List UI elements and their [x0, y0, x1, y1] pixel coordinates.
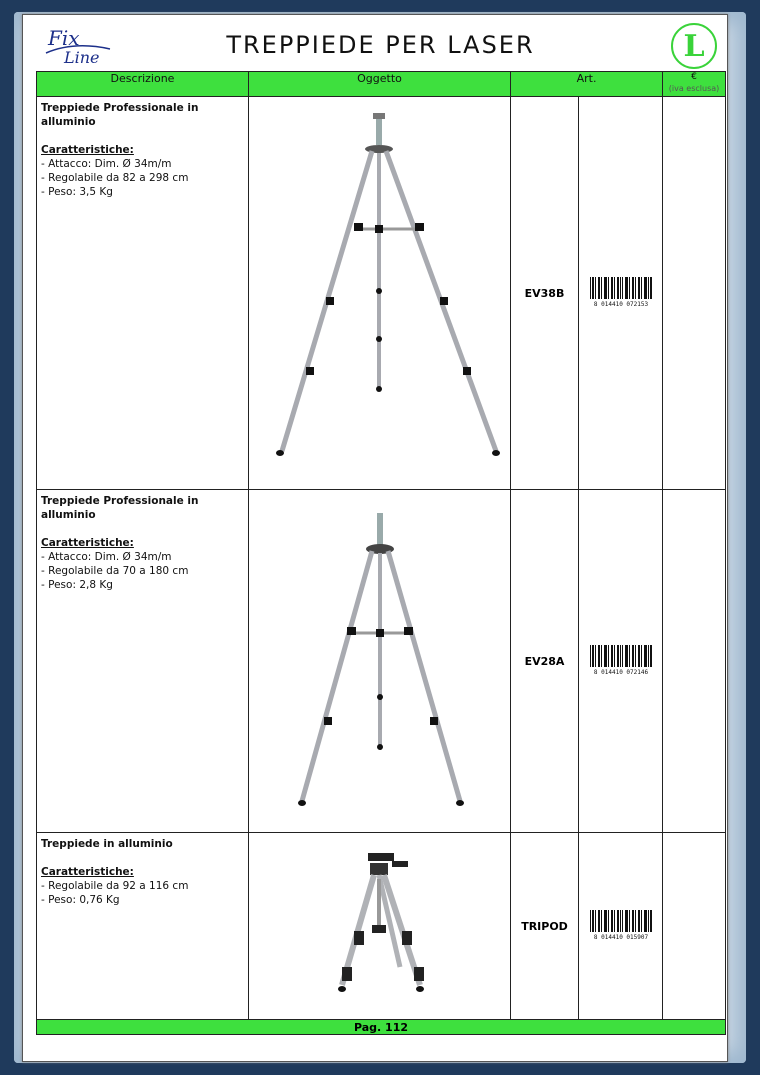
feature-item: - Regolabile da 82 a 298 cm — [41, 172, 189, 184]
tripod-medium-image — [290, 509, 470, 809]
col-price — [663, 72, 726, 97]
product-name: Treppiede in alluminio — [41, 838, 173, 850]
article-code: EV38B — [511, 97, 579, 490]
product-image-cell — [249, 97, 511, 490]
price-symbol: € — [691, 72, 697, 82]
col-oggetto: Oggetto — [249, 72, 511, 97]
svg-text:8 014410 072146: 8 014410 072146 — [593, 669, 648, 675]
table-row — [37, 833, 726, 1020]
feature-item: - Peso: 0,76 Kg — [41, 894, 120, 906]
features-title: Caratteristiche: — [41, 144, 134, 156]
feature-item: - Attacco: Dim. Ø 34m/m — [41, 551, 172, 563]
svg-text:8 014410 072153: 8 014410 072153 — [593, 301, 648, 307]
features-title: Caratteristiche: — [41, 866, 134, 878]
product-image-cell — [249, 833, 511, 1020]
product-table — [36, 71, 726, 1035]
feature-item: - Peso: 3,5 Kg — [41, 186, 113, 198]
price-cell — [663, 833, 726, 1020]
table-row — [37, 490, 726, 833]
col-descrizione: Descrizione — [37, 72, 249, 97]
feature-item: - Regolabile da 70 a 180 cm — [41, 565, 189, 577]
price-cell — [663, 490, 726, 833]
feature-item: - Peso: 2,8 Kg — [41, 579, 113, 591]
barcode-cell — [579, 833, 663, 1020]
barcode-icon — [586, 643, 656, 675]
price-cell — [663, 97, 726, 490]
article-code: TRIPOD — [511, 833, 579, 1020]
catalog-sheet — [22, 14, 728, 1062]
price-note: (iva esclusa) — [668, 84, 720, 93]
table-row — [37, 97, 726, 490]
description-cell — [37, 97, 249, 490]
barcode-icon — [586, 908, 656, 940]
barcode-cell — [579, 97, 663, 490]
feature-item: - Attacco: Dim. Ø 34m/m — [41, 158, 172, 170]
barcode-icon — [586, 275, 656, 307]
page-header — [36, 17, 725, 72]
svg-text:8 014410 015907: 8 014410 015907 — [593, 934, 648, 940]
svg-text:Line: Line — [64, 48, 100, 67]
article-code: EV28A — [511, 490, 579, 833]
page-title: TREPPIEDE PER LASER — [226, 31, 535, 59]
tripod-compact-image — [320, 849, 440, 999]
l-badge: L — [671, 23, 717, 69]
description-cell — [37, 833, 249, 1020]
product-name: Treppiede Professionale in alluminio — [41, 495, 199, 521]
col-art: Art. — [511, 72, 663, 97]
description-cell — [37, 490, 249, 833]
feature-item: - Regolabile da 92 a 116 cm — [41, 880, 189, 892]
tripod-tall-image — [260, 111, 500, 471]
table-header-row — [37, 72, 726, 97]
features-title: Caratteristiche: — [41, 537, 134, 549]
product-image-cell — [249, 490, 511, 833]
footer-row — [37, 1020, 726, 1035]
page-number: Pag. 112 — [37, 1020, 726, 1035]
barcode-cell — [579, 490, 663, 833]
svg-text:Fix: Fix — [48, 26, 80, 50]
product-name: Treppiede Professionale in alluminio — [41, 102, 199, 128]
